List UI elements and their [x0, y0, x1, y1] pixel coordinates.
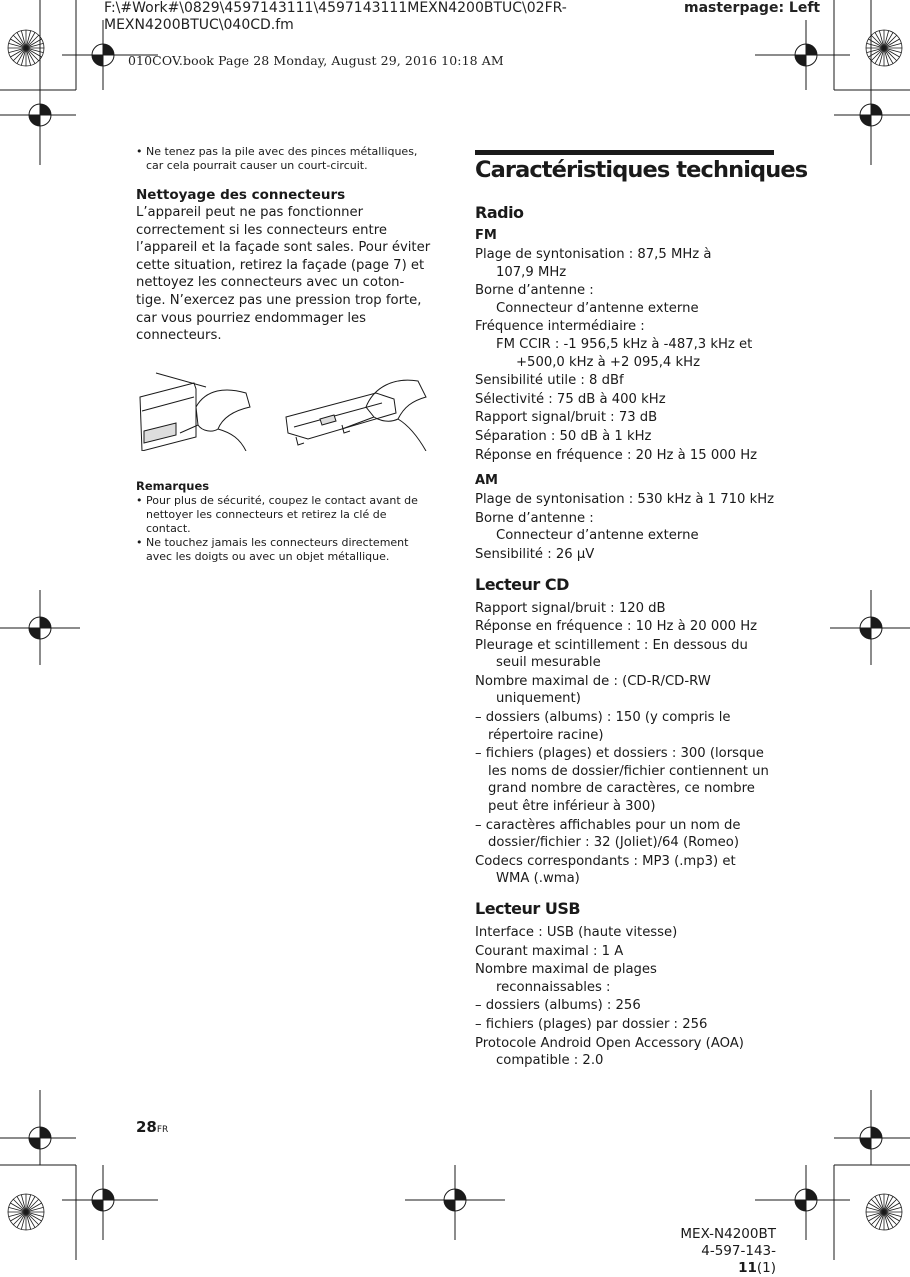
spec-item: Sélectivité : 75 dB à 400 kHz	[475, 391, 666, 407]
spec-item: Rapport signal/bruit : 73 dB	[475, 410, 658, 426]
spec-item: – fichiers (plages) par dossier : 256	[475, 1016, 708, 1032]
am-heading: AM	[475, 473, 498, 489]
spec-item: – fichiers (plages) et dossiers : 300 (lorsque les noms de dossier/fichier contiennent un grand nombre de caractères, ce nombre peut être inférieur à 300)	[475, 746, 769, 815]
spec-item: – dossiers (albums) : 150 (y compris le répertoire racine)	[475, 710, 731, 743]
cleaning-heading: Nettoyage des connecteurs	[136, 187, 346, 203]
left-column	[136, 145, 432, 564]
specifications	[475, 203, 775, 1071]
spec-item: Plage de syntonisation : 87,5 MHz à 107,9 MHz	[475, 247, 712, 280]
spec-item: Fréquence intermédiaire : FM CCIR : -1 956,5 kHz à -487,3 kHz et +500,0 kHz à +2 095,4 kHz	[475, 319, 753, 370]
battery-warning: • Ne tenez pas la pile avec des pinces métalliques, car cela pourrait causer un court-circuit.	[136, 145, 418, 172]
radio-heading: Radio	[475, 203, 524, 222]
spec-item: Rapport signal/bruit : 120 dB	[475, 600, 666, 616]
usb-heading: Lecteur USB	[475, 899, 581, 918]
spec-item: Nombre maximal de plages reconnaissables :	[475, 962, 657, 995]
file-path: F:\#Work#\0829\4597143111\4597143111MEXN4200BTUC\02FR- MEXN4200BTUC\040CD.fm	[104, 0, 567, 33]
spec-item: Sensibilité : 26 µV	[475, 546, 595, 562]
remark-item: • Pour plus de sécurité, coupez le contact avant de nettoyer les connecteurs et retirez la clé de contact.	[136, 493, 418, 535]
spec-item: Courant maximal : 1 A	[475, 943, 624, 959]
page-title: Caractéristiques techniques	[475, 157, 808, 183]
spec-item: – dossiers (albums) : 256	[475, 998, 641, 1014]
spec-item: Sensibilité utile : 8 dBf	[475, 373, 624, 389]
spec-item: Réponse en fréquence : 20 Hz à 15 000 Hz	[475, 447, 758, 463]
spec-item: Borne d’antenne : Connecteur d’antenne externe	[475, 510, 699, 544]
spec-item: Interface : USB (haute vitesse)	[475, 925, 678, 940]
remark-item: • Ne touchez jamais les connecteurs directement avec les doigts ou avec un objet métallique.	[136, 535, 409, 563]
model-info: MEX-N4200BT 4-597-143-11(1)	[680, 1226, 776, 1276]
page-number: 28FR	[136, 1118, 169, 1136]
spec-item: – caractères affichables pour un nom de dossier/fichier : 32 (Joliet)/64 (Romeo)	[475, 817, 741, 851]
spec-item: Plage de syntonisation : 530 kHz à 1 710 kHz	[475, 492, 775, 508]
cleaning-text: L’appareil peut ne pas fonctionner correctement si les connecteurs entre l’appareil et la façade sont sales. Pour éviter cette situation, retirez la façade (page 7) et nettoyez les connecteurs avec un coton-tige. N’exercez pas une pression trop forte, car vous pourriez endommager les connecteurs.	[136, 205, 431, 344]
spec-item: Borne d’antenne : Connecteur d’antenne externe	[475, 283, 699, 316]
fm-heading: FM	[475, 228, 497, 243]
spec-item: Séparation : 50 dB à 1 kHz	[475, 428, 652, 444]
cd-heading: Lecteur CD	[475, 574, 569, 594]
title-rule	[475, 150, 774, 155]
spec-item: Nombre maximal de : (CD-R/CD-RW uniquement)	[475, 673, 711, 707]
spec-item: Pleurage et scintillement : En dessous du seuil mesurable	[475, 637, 748, 671]
spec-item: Codecs correspondants : MP3 (.mp3) et WMA (.wma)	[475, 853, 736, 887]
spec-item: Protocole Android Open Accessory (AOA) compatible : 2.0	[475, 1035, 744, 1069]
remarks-heading: Remarques	[136, 478, 210, 493]
masterpage-label: masterpage: Left	[684, 0, 821, 16]
spec-item: Réponse en fréquence : 10 Hz à 20 000 Hz	[475, 619, 758, 635]
cleaning-illustration	[136, 367, 432, 451]
book-info: 010COV.book Page 28 Monday, August 29, 2016 10:18 AM	[128, 53, 504, 68]
